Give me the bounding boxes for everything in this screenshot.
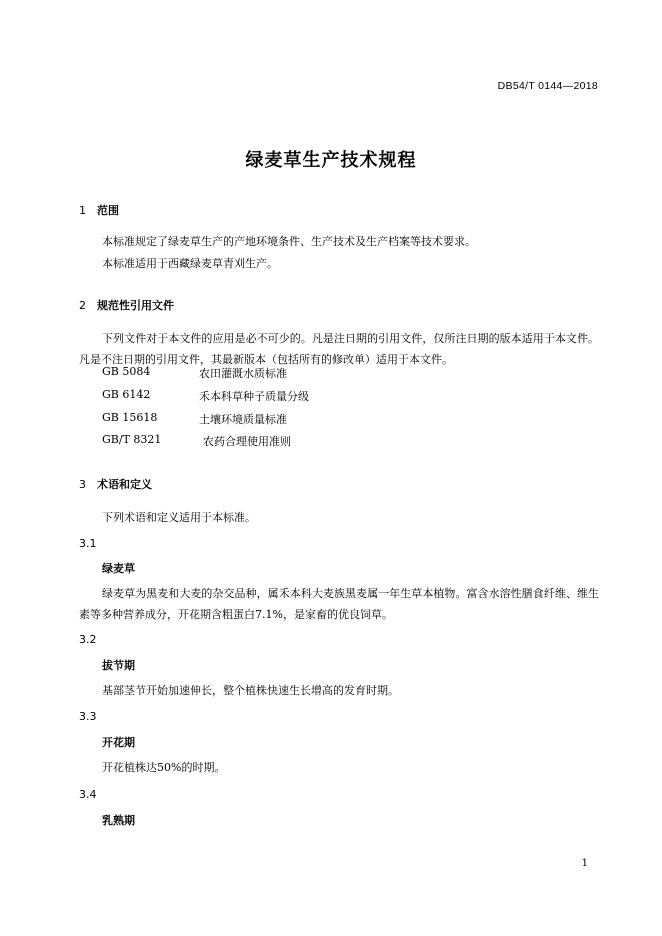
section-title: 范围 [97,204,119,217]
term-title: 绿麦草 [102,562,135,575]
section-title: 规范性引用文件 [97,299,174,312]
subsection-number: 3.4 [79,788,97,801]
document-code: DB54/T 0144—2018 [497,80,598,92]
section-2-heading [79,297,174,313]
term-title: 开花期 [102,736,135,749]
term-title: 拔节期 [102,659,135,672]
reference-code: GB 15618 [102,411,158,424]
term-definition: 基部茎节开始加速伸长，整个植株快速生长增高的发育时期。 [102,684,399,697]
subsection-number: 3.2 [79,633,97,646]
section-2-intro: 下列文件对于本文件的应用是必不可少的。凡是注日期的引用文件，仅所注日期的版本适用于本文件。凡是不注日期的引用文件，其最新版本（包括所有的修改单）适用于本文件。 [79,332,599,366]
section-1-paragraph-2: 本标准适用于西藏绿麦草青刈生产。 [102,257,278,270]
reference-name: 禾本科草种子质量分级 [199,390,309,403]
reference-code: GB 6142 [102,388,151,401]
reference-name: 土壤环境质量标准 [199,413,287,426]
section-1-paragraph-1: 本标准规定了绿麦草生产的产地环境条件、生产技术及生产档案等技术要求。 [102,235,476,248]
section-title: 术语和定义 [97,478,152,491]
section-number: 3 [79,478,86,491]
term-definition: 开花植株达50%的时期。 [102,761,226,774]
reference-name: 农田灌溉水质标准 [199,367,287,380]
reference-name: 农药合理使用准则 [203,435,291,448]
term-title: 乳熟期 [102,814,135,827]
section-3-intro: 下列术语和定义适用于本标准。 [102,511,256,524]
subsection-number: 3.1 [79,537,97,550]
section-3-heading [79,476,152,492]
reference-code: GB/T 8321 [102,433,162,446]
document-title: 绿麦草生产技术规程 [245,150,417,171]
section-number: 1 [79,204,86,217]
term-definition: 绿麦草为黑麦和大麦的杂交品种，属禾本科大麦族黑麦属一年生草本植物。富含水溶性膳食纤维、维生素等多种营养成分，开花期含粗蛋白7.1%，是家畜的优良饲草。 [79,587,599,621]
section-1-heading [79,202,119,218]
page-number: 1 [581,858,588,869]
reference-code: GB 5084 [102,365,151,378]
section-number: 2 [79,299,86,312]
subsection-number: 3.3 [79,710,97,723]
